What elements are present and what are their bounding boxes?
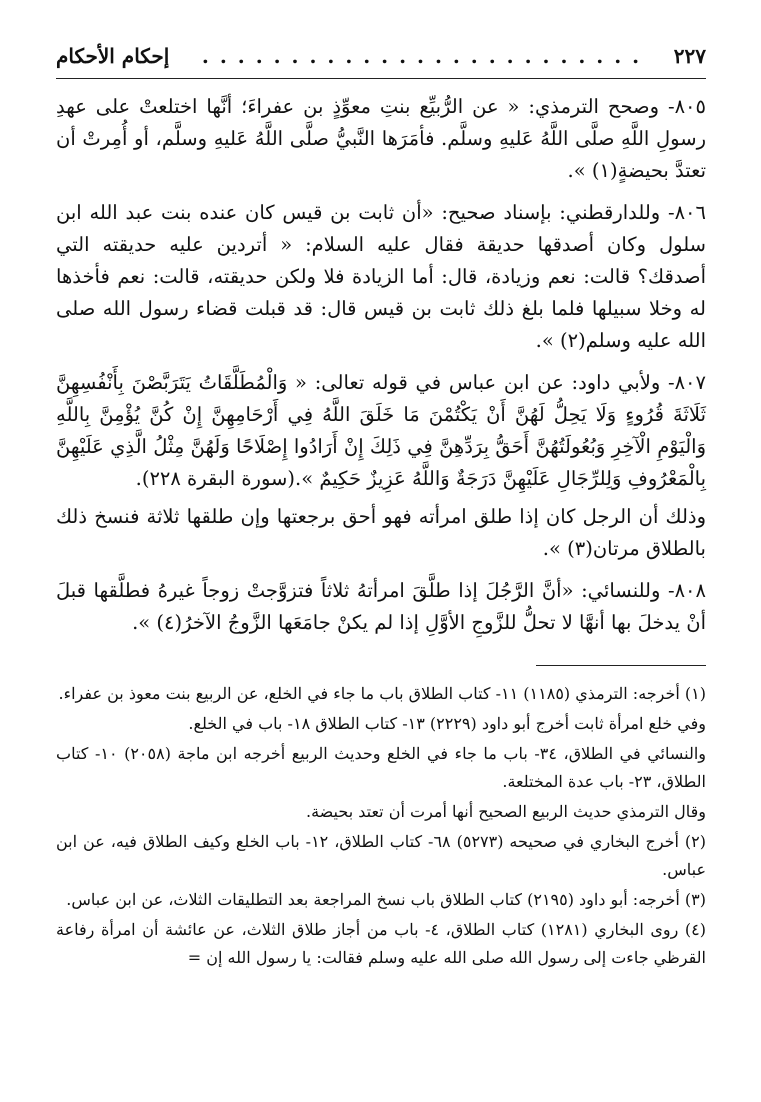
footnote-1: (١) أخرجه: الترمذي (١١٨٥) ١١- كتاب الطلاق باب ما جاء في الخلع، عن الربيع بنت معوذ بن عفراء. [58, 684, 706, 703]
running-header [56, 44, 706, 74]
footnote-separator [536, 665, 706, 666]
footnote-3: (٣) أخرجه: أبو داود (٢١٩٥) كتاب الطلاق باب نسخ المراجعة بعد التطليقات الثلاث، عن ابن عباس. [66, 890, 706, 909]
footnote-1-tirmidhi: وقال الترمذي حديث الربيع الصحيح أنها أمرت أن تعتد بحيضة. [306, 802, 706, 821]
main-text [56, 91, 706, 639]
document-page [56, 44, 706, 1084]
header-leader-dots: . . . . . . . . . . . . . . . . . . . . . . . . . [201, 44, 642, 68]
running-title: إحكام الأحكام [56, 44, 170, 68]
footnote-2: (٢) أخرج البخاري في صحيحه (٥٢٧٣) ٦٨- كتاب الطلاق، ١٢- باب الخلع وكيف الطلاق فيه، عن ابن عباس. [56, 832, 707, 879]
hadith-807: ٨٠٧- ولأبي داود: عن ابن عباس في قوله تعالى: « وَالْمُطَلَّقَاتُ يَتَرَبَّصْنَ بِأَنْفُسِهِنَّ ثَلَاثَةَ قُرُوءٍ وَلَا يَحِلُّ لَهُنَّ أَنْ يَكْتُمْنَ مَا خَلَقَ اللَّهُ فِي أَرْحَامِهِنَّ إِنْ كُنَّ يُؤْمِنَّ بِاللَّهِ وَالْيَوْمِ الْآخِرِ وَبُعُولَتُهُنَّ أَحَقُّ بِرَدِّهِنَّ فِي ذَلِكَ إِنْ أَرَادُوا إِصْلَاحًا وَلَهُنَّ مِثْلُ الَّذِي عَلَيْهِنَّ بِالْمَعْرُوفِ وَلِلرِّجَالِ عَلَيْهِنَّ دَرَجَةٌ وَاللَّهُ عَزِيزٌ حَكِيمٌ ».(سورة البقرة ٢٢٨). [56, 371, 706, 490]
header-rule [56, 78, 706, 79]
footnote-4: (٤) روى البخاري (١٢٨١) كتاب الطلاق، ٤- باب من أجاز طلاق الثلاث، عن عائشة أن امرأة رفاعة القرظي جاءت إلى رسول الله صلى الله عليه وسلم فقالت: يا رسول الله إن = [56, 920, 706, 967]
page-number: ٢٢٧ [673, 44, 706, 68]
footnote-1-abu-dawud: وفي خلع امرأة ثابت أخرج أبو داود (٢٢٢٩) ١٣- كتاب الطلاق ١٨- باب في الخلع. [188, 714, 706, 733]
hadith-808: ٨٠٨- وللنسائي: «أنَّ الرَّجُلَ إذا طلَّقَ امرأتهُ ثلاثاً فتزوَّجتْ زوجاً غيرهُ فطلَّقها قبلَ أنْ يدخلَ بها أنهَّا لا تحلُّ للزَّوجِ الأوَّلِ إذا لم يكنْ جامَعَها الزَّوجُ الآخرُ(٤) ». [56, 579, 706, 634]
footnote-1-nasai: والنسائي في الطلاق، ٣٤- باب ما جاء في الخلع وحديث الربيع أخرجه ابن ماجة (٢٠٥٨) ١٠- كتاب الطلاق، ٢٣- باب عدة المختلعة. [56, 744, 706, 791]
footnotes [56, 680, 706, 972]
hadith-807-continuation: وذلك أن الرجل كان إذا طلق امرأته فهو أحق برجعتها وإن طلقها ثلاثة فنسخ ذلك بالطلاق مرتان(٣) ». [56, 505, 706, 560]
hadith-805: ٨٠٥- وصحح الترمذي: « عن الرُّبيِّع بنتِ معوِّذٍ بن عفراءَ؛ أنَّها اختلعتْ على عهدِ رسولِ اللَّهِ صلَّى اللَّهُ عَليهِ وسلَّم. فأمَرَها النَّبيُّ صلَّى اللَّهُ عَليهِ وسلَّم، أو أُمِرتْ أن تعتدَّ بحيضةٍ(١) ». [56, 95, 706, 182]
hadith-806: ٨٠٦- وللدارقطني: بإسناد صحيح: «أن ثابت بن قيس كان عنده بنت عبد الله ابن سلول وكان أصدقها حديقة فقال عليه السلام: « أتردين عليه حديقته التي أصدقك؟ قالت: نعم وزيادة، قال: أما الزيادة فلا ولكن حديقته، قالت: نعم فأخذها له وخلا سبيلها فلما بلغ ذلك ثابت بن قيس قال: قد قبلت قضاء رسول الله صلى الله عليه وسلم(٢) ». [56, 201, 706, 352]
